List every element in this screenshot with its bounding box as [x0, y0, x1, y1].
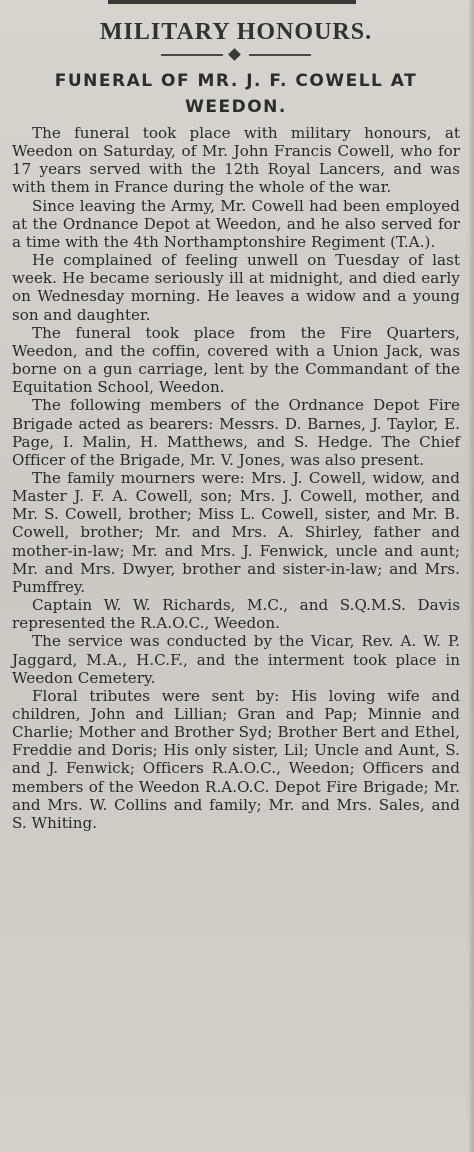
paragraph: The service was conducted by the Vicar, Rev. A. W. P. Jaggard, M.A., H.C.F., and the interment took place in Weedon Cemetery. [12, 632, 460, 687]
paragraph: Captain W. W. Richards, M.C., and S.Q.M.S. Davis represented the R.A.O.C., Weedon. [12, 596, 460, 633]
paragraph: He complained of feeling unwell on Tuesday of last week. He became seriously ill at midnight, and died early on Wednesday morning. He leaves a widow and a young son and daughter. [12, 251, 460, 324]
divider-line-left [161, 54, 223, 56]
article-headline: FUNERAL OF MR. J. F. COWELL AT WEEDON. [54, 71, 418, 117]
divider-line-right [249, 54, 311, 56]
section-title: MILITARY HONOURS. [99, 19, 373, 45]
page-edge-shadow [468, 0, 474, 1152]
paragraph: Floral tributes were sent by: His loving wife and children, John and Lillian; Gran and Pap; Minnie and Charlie; Mother and Brother Syd; Brother Bert and Ethel, Freddie and Doris; His only sister, Lil; Uncle and Aunt, S. and J. Fenwick; Officers R.A.O.C., Weedon; Officers and members of the Weedon R.A.O.C. Depot Fire Brigade; Mr. and Mrs. W. Collins and family; Mr. and Mrs. Sales, and S. Whiting. [12, 686, 460, 832]
diamond-ornament-icon [228, 48, 241, 61]
paragraph: Since leaving the Army, Mr. Cowell had been employed at the Ordnance Depot at Weedon, and he also served for a time with the 4th Northamptonshire Regiment (T.A.). [12, 196, 460, 251]
paragraph: The funeral took place with military honours, at Weedon on Saturday, of Mr. John Francis Cowell, who for 17 years served with the 12th Royal Lancers, and was with them in France during the whole of the war. [12, 124, 460, 197]
paragraph: The funeral took place from the Fire Quarters, Weedon, and the coffin, covered with a Union Jack, was borne on a gun carriage, lent by the Commandant of the Equitation School, Weedon. [12, 323, 460, 397]
top-rule [108, 0, 356, 4]
paragraph: The family mourners were: Mrs. J. Cowell, widow, and Master J. F. A. Cowell, son; Mrs. J. Cowell, mother, and Mr. S. Cowell, brother; Miss L. Cowell, sister, and Mr. B. Cowell, brother; Mr. and Mrs. A. Shirley, father and mother-in-law; Mr. and Mrs. J. Fenwick, uncle and aunt; Mr. and Mrs. Dwyer, brother and sister-in-law; and Mrs. Pumffrey. [12, 468, 460, 596]
article-body [12, 124, 460, 832]
ornament-divider [161, 48, 311, 62]
paragraph: The following members of the Ordnance Depot Fire Brigade acted as bearers: Messrs. D. Barnes, J. Taylor, E. Page, I. Malin, H. Matthews, and S. Hedge. The Chief Officer of the Brigade, Mr. V. Jones, was also present. [12, 396, 460, 469]
